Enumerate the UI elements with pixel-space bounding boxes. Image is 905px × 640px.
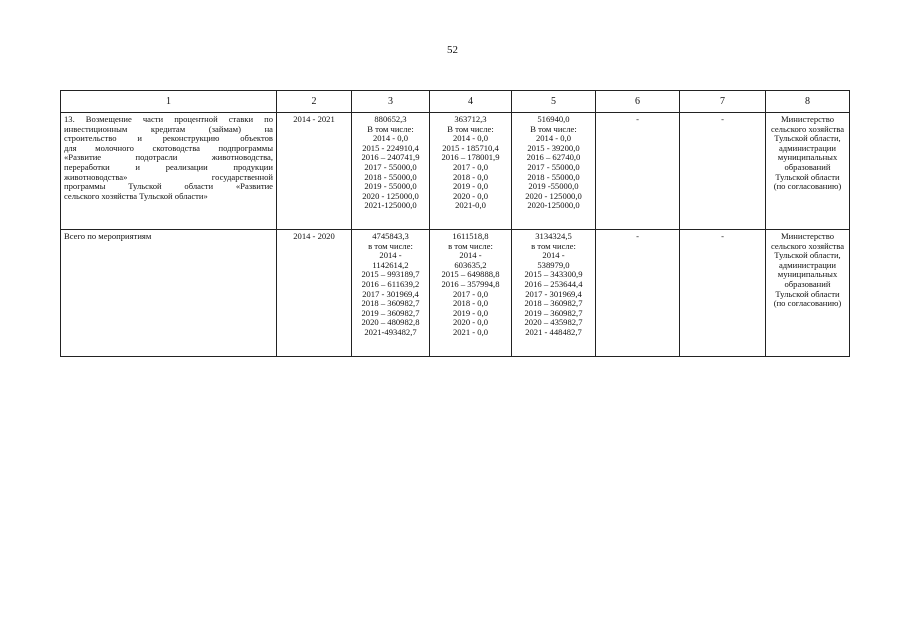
funding-line: 2019 - 0,0	[452, 307, 489, 318]
funding-line: В том числе:	[530, 123, 577, 134]
executor-cell	[766, 230, 850, 357]
funding-line: 2019 - 0,0	[452, 181, 489, 192]
total-funding-cell	[352, 230, 430, 357]
funding-line: 3134324,5	[535, 231, 572, 241]
desc-line: программы Тульской области «Развитие	[64, 181, 273, 192]
table-row	[61, 113, 850, 230]
funding-line: 2017 - 55000,0	[364, 161, 417, 172]
executor-line: администрации	[778, 142, 836, 153]
funding-line: 2020 – 480982,8	[361, 317, 420, 328]
funding-line: 2020 - 0,0	[452, 190, 489, 201]
funding-line: 2018 – 360982,7	[361, 298, 420, 309]
funding-line: 2014 -	[379, 250, 402, 261]
desc-line: для молочного скотоводства подпрограммы	[64, 142, 273, 153]
executor-line: муниципальных	[777, 152, 838, 163]
funding-line: 2020-125000,0	[527, 200, 580, 211]
funding-line: 2016 – 178001,9	[441, 152, 500, 163]
executor-line: Тульской области	[775, 288, 840, 299]
funding-line: 2019 – 360982,7	[361, 307, 420, 318]
funding-line: 2016 – 240741,9	[361, 152, 420, 163]
funding-line: 2021 - 448482,7	[525, 326, 582, 337]
funding-line: 2021-493482,7	[364, 326, 417, 337]
measure-description	[61, 113, 277, 230]
funding-line: 2016 – 253644,4	[524, 278, 583, 289]
funding-line: 2020 – 435982,7	[524, 317, 583, 328]
funding-line: 2014 - 0,0	[372, 133, 409, 144]
funding-line: 2018 - 0,0	[452, 171, 489, 182]
funding-line: 2018 - 55000,0	[364, 171, 417, 182]
header-row	[61, 91, 850, 113]
funding-line: 2020 - 125000,0	[362, 190, 419, 201]
desc-line: строительство и реконструкцию объектов	[64, 133, 273, 144]
federal-funding-cell	[430, 113, 512, 230]
funding-line: 2017 - 0,0	[452, 161, 489, 172]
desc-line: инвестиционным кредитам (займам) на	[64, 123, 273, 134]
regional-funding-cell	[512, 230, 596, 357]
funding-line: 2017 - 301969,4	[362, 288, 419, 299]
header-cell-7: 7	[680, 91, 766, 113]
funding-line: 2018 - 0,0	[452, 298, 489, 309]
desc-line: переработки и реализации продукции	[64, 161, 273, 172]
executor-line: (по согласованию)	[773, 298, 842, 309]
funding-line: 516940,0	[537, 114, 570, 124]
funding-line: В том числе:	[447, 123, 494, 134]
executor-line: администрации	[778, 259, 836, 270]
executor-line: Тульской области,	[774, 133, 841, 144]
executor-line: образований	[784, 278, 831, 289]
executor-line: (по согласованию)	[773, 181, 842, 192]
desc-line: «Развитие подотрасли животноводства,	[64, 152, 273, 163]
funding-line: 603635,2	[454, 259, 487, 270]
header-cell-6: 6	[596, 91, 680, 113]
header-cell-3: 3	[352, 91, 430, 113]
total-funding-cell	[352, 113, 430, 230]
funding-line: 2016 – 357994,8	[441, 278, 500, 289]
funding-line: 2014 - 0,0	[535, 133, 572, 144]
funding-line: 2019 -55000,0	[528, 181, 579, 192]
header-cell-4: 4	[430, 91, 512, 113]
funding-line: 2021-125000,0	[364, 200, 417, 211]
period-cell: 2014 - 2021	[277, 113, 352, 230]
header-cell-1: 1	[61, 91, 277, 113]
funding-line: в том числе:	[448, 240, 493, 251]
funding-line: 2016 – 611639,2	[361, 278, 420, 289]
header-cell-5: 5	[512, 91, 596, 113]
header-cell-2: 2	[277, 91, 352, 113]
measure-description	[61, 230, 277, 357]
executor-line: Тульской области,	[774, 250, 841, 261]
desc-line: Всего по мероприятиям	[64, 231, 152, 241]
funding-line: 1142614,2	[372, 259, 409, 270]
funding-line: 2021 - 0,0	[452, 326, 489, 337]
funding-line: В том числе:	[367, 123, 414, 134]
funding-line: 2019 - 55000,0	[364, 181, 417, 192]
funding-line: 2019 – 360982,7	[524, 307, 583, 318]
funding-line: 2017 - 0,0	[452, 288, 489, 299]
federal-funding-cell	[430, 230, 512, 357]
funding-line: 2014 -	[459, 250, 482, 261]
funding-line: 2021-0,0	[455, 200, 486, 211]
funding-line: 2018 – 360982,7	[524, 298, 583, 309]
funding-line: 2014 -	[542, 250, 565, 261]
funding-line: 2015 – 993189,7	[361, 269, 420, 280]
funding-line: 2018 - 55000,0	[527, 171, 580, 182]
funding-line: 2015 - 185710,4	[442, 142, 499, 153]
col7-cell: -	[680, 230, 766, 357]
funding-line: 880652,3	[374, 114, 407, 124]
funding-line: 2020 - 0,0	[452, 317, 489, 328]
desc-line: 13. Возмещение части процентной ставки по	[64, 114, 273, 124]
executor-line: Министерство	[781, 231, 834, 241]
header-cell-8: 8	[766, 91, 850, 113]
funding-line: 2015 – 649888,8	[441, 269, 500, 280]
executor-line: муниципальных	[777, 269, 838, 280]
col7-cell: -	[680, 113, 766, 230]
col6-cell: -	[596, 230, 680, 357]
funding-line: 538979,0	[537, 259, 570, 270]
funding-line: 2015 - 224910,4	[362, 142, 419, 153]
executor-line: Министерство	[781, 114, 834, 124]
funding-line: 2014 - 0,0	[452, 133, 489, 144]
funding-line: 2020 - 125000,0	[525, 190, 582, 201]
program-table	[60, 90, 850, 357]
funding-line: в том числе:	[368, 240, 413, 251]
executor-line: сельского хозяйства	[770, 123, 845, 134]
funding-line: 363712,3	[454, 114, 487, 124]
executor-cell	[766, 113, 850, 230]
page-number: 52	[447, 44, 458, 56]
funding-line: 1611518,8	[452, 231, 489, 241]
period-cell: 2014 - 2020	[277, 230, 352, 357]
executor-line: образований	[784, 161, 831, 172]
col6-cell: -	[596, 113, 680, 230]
funding-line: 2017 - 301969,4	[525, 288, 582, 299]
regional-funding-cell	[512, 113, 596, 230]
desc-line: сельского хозяйства Тульской области»	[64, 190, 208, 201]
desc-line: животноводства» государственной	[64, 171, 273, 182]
executor-line: Тульской области	[775, 171, 840, 182]
executor-line: сельского хозяйства	[770, 240, 845, 251]
funding-line: 2017 - 55000,0	[527, 161, 580, 172]
table-row	[61, 230, 850, 357]
funding-line: 4745843,3	[372, 231, 409, 241]
funding-line: в том числе:	[531, 240, 576, 251]
funding-line: 2016 – 62740,0	[526, 152, 581, 163]
funding-line: 2015 - 39200,0	[527, 142, 580, 153]
funding-line: 2015 – 343300,9	[524, 269, 583, 280]
